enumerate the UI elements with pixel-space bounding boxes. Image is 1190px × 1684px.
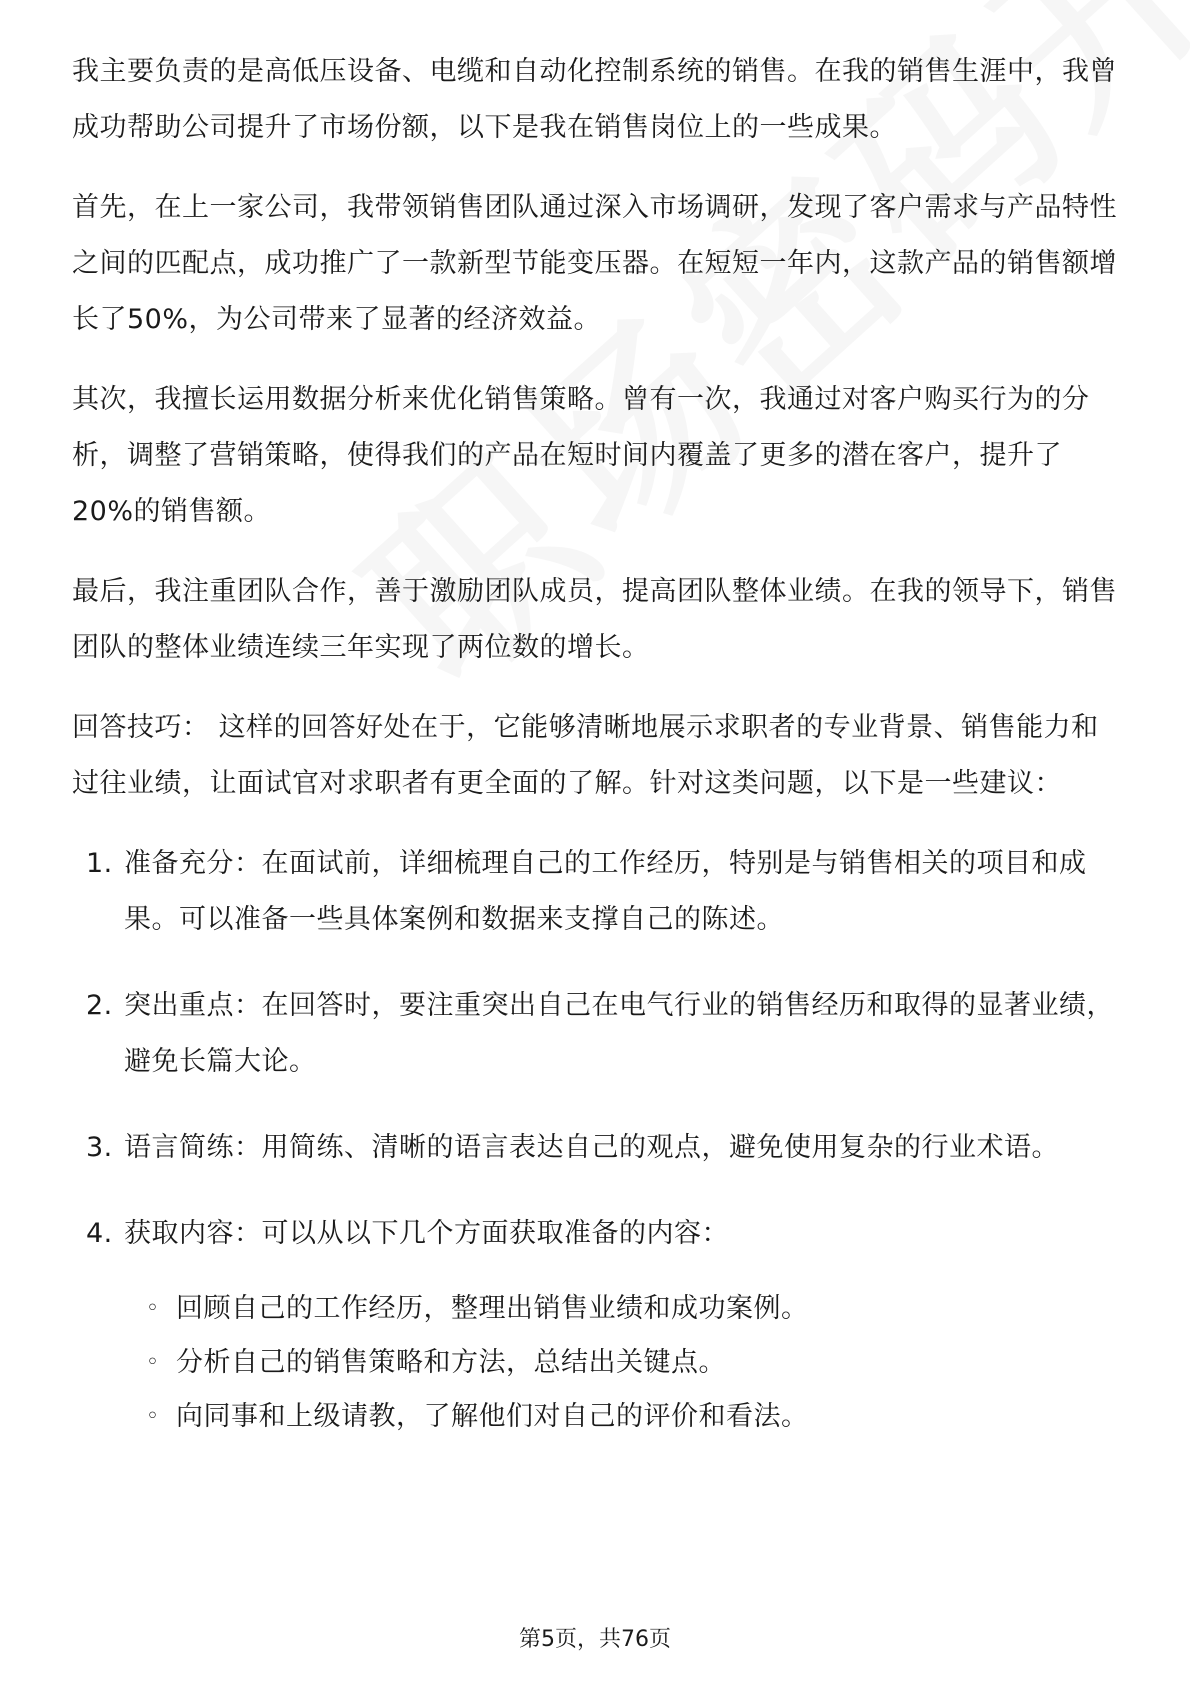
paragraph-last: 最后，我注重团队合作，善于激励团队成员，提高团队整体业绩。在我的领导下，销售团队的整体业绩连续三年实现了两位数的增长。 — [72, 576, 1117, 663]
subtips-list-item — [124, 1282, 1118, 1336]
page-number: 第5页，共76页 — [519, 1627, 671, 1652]
subtips-item-text: 分析自己的销售策略和方法，总结出关键点。 — [176, 1347, 726, 1378]
list-item-text: 获取内容：可以从以下几个方面获取准备的内容： — [124, 1218, 729, 1249]
tips-list — [72, 836, 1118, 1444]
subtips-list-item — [124, 1336, 1118, 1390]
document-body — [72, 44, 1118, 1474]
subtips-list — [124, 1282, 1118, 1444]
subtips-item-text: 回顾自己的工作经历，整理出销售业绩和成功案例。 — [176, 1293, 809, 1324]
list-number: 4. — [86, 1218, 113, 1249]
list-item-text: 准备充分：在面试前，详细梳理自己的工作经历，特别是与销售相关的项目和成果。可以准备一些具体案例和数据来支撑自己的陈述。 — [124, 848, 1087, 935]
tips-list-item — [72, 978, 1118, 1090]
paragraph-answer-tips: 回答技巧： 这样的回答好处在于，它能够清晰地展示求职者的专业背景、销售能力和过往业绩，让面试官对求职者有更全面的了解。针对这类问题，以下是一些建议： — [72, 712, 1099, 799]
tips-list-item — [72, 1120, 1118, 1176]
list-number: 1. — [86, 848, 113, 879]
paragraph-first: 首先，在上一家公司，我带领销售团队通过深入市场调研，发现了客户需求与产品特性之间的匹配点，成功推广了一款新型节能变压器。在短短一年内，这款产品的销售额增长了50%，为公司带来了显著的经济效益。 — [72, 192, 1117, 335]
bullet-icon: ◦ — [146, 1350, 160, 1375]
tips-list-item — [72, 1206, 1118, 1444]
list-item-text: 突出重点：在回答时，要注重突出自己在电气行业的销售经历和取得的显著业绩，避免长篇大论。 — [124, 990, 1114, 1077]
list-number: 3. — [86, 1132, 113, 1163]
bullet-icon: ◦ — [146, 1296, 160, 1321]
subtips-item-text: 向同事和上级请教，了解他们对自己的评价和看法。 — [176, 1401, 809, 1432]
bullet-icon: ◦ — [146, 1404, 160, 1429]
paragraph-second: 其次，我擅长运用数据分析来优化销售策略。曾有一次，我通过对客户购买行为的分析，调整了营销策略，使得我们的产品在短时间内覆盖了更多的潜在客户，提升了20%的销售额。 — [72, 384, 1090, 527]
subtips-list-item — [124, 1390, 1118, 1444]
list-item-text: 语言简练：用简练、清晰的语言表达自己的观点，避免使用复杂的行业术语。 — [124, 1132, 1059, 1163]
paragraph-intro: 我主要负责的是高低压设备、电缆和自动化控制系统的销售。在我的销售生涯中，我曾成功帮助公司提升了市场份额，以下是我在销售岗位上的一些成果。 — [72, 56, 1117, 143]
list-number: 2. — [86, 990, 113, 1021]
tips-list-item — [72, 836, 1118, 948]
